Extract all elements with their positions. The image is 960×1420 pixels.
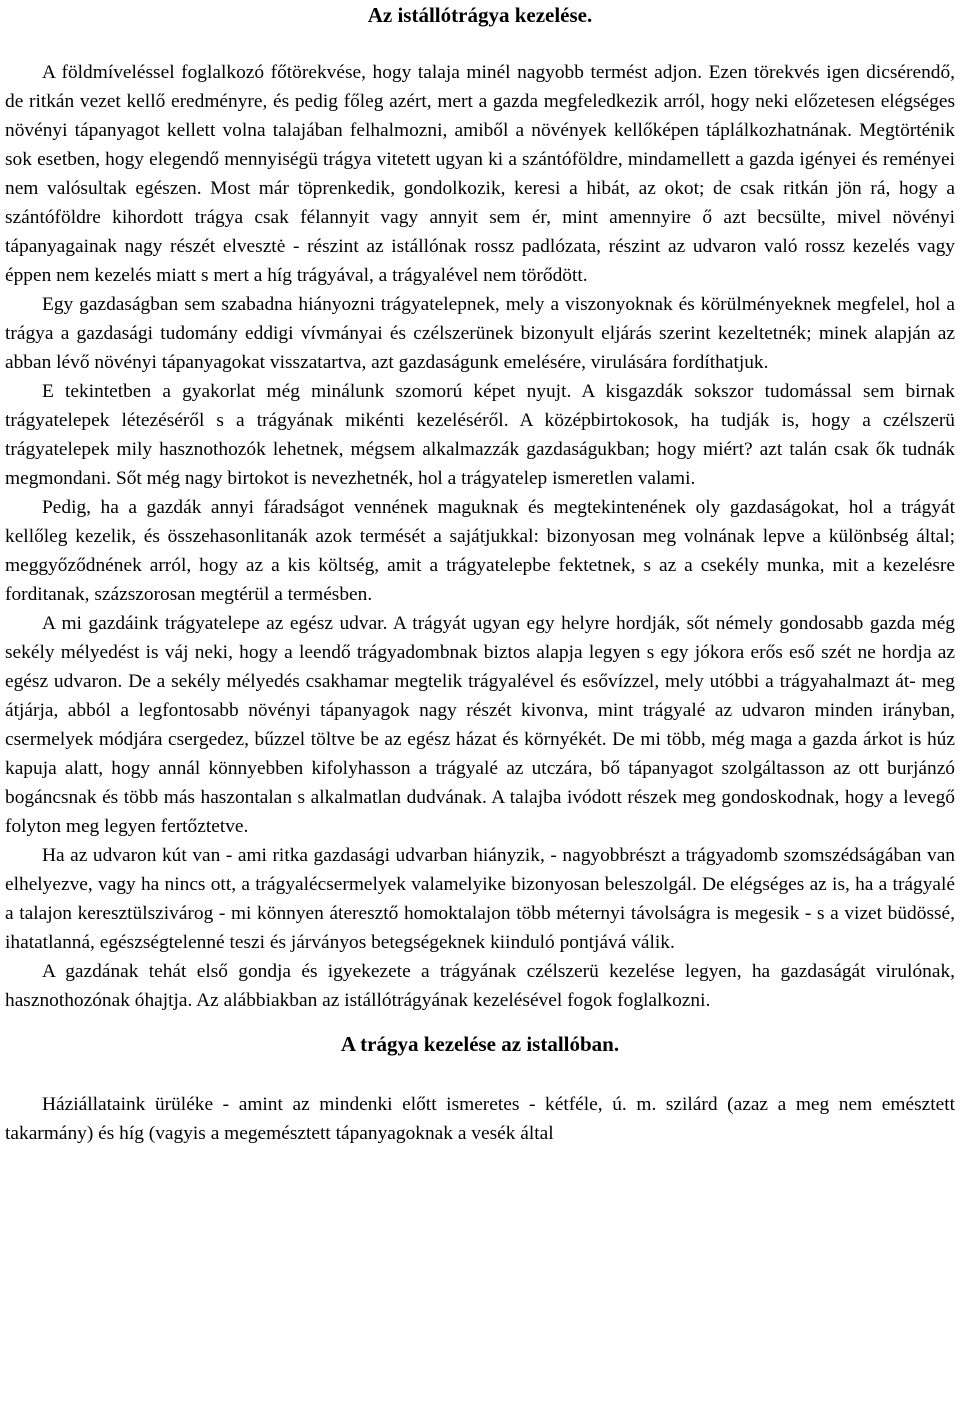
paragraph-intro: A földmíveléssel foglalkozó főtörekvése, hogy talaja minél nagyobb termést adjon. Ezen törekvés igen dicsérendő, de ritkán vezet kellő eredményre, és pedig főleg azért, mert a gazda megfeledkezik arról, hogy neki előzetesen elégséges növényi tápanyagot kellett volna talajában felhalmozni, amiből a növények kellőképen táplálkozhatnának. Megtörténik sok esetben, hogy elegendő mennyiségü trágya vitetett ugyan ki a szántóföldre, mindamellett a gazda igényei és reményei nem valósultak egészen. Most már töprenkedik, gondolkozik, keresi a hibát, az okot; de csak ritkán jön rá, hogy a szántóföldre kihordott trágya csak félannyit vagy annyit sem ér, mint amennyire ő azt becsülte, mivel növényi tápanyagainak nagy részét elvesztė - részint az istállónak rossz padlózata, részint az udvaron való rossz kezelés vagy éppen nem kezelés miatt s mert a híg trágyával, a trágyalével nem törődött.	[5, 62, 955, 286]
paragraph-conclusion: A gazdának tehát első gondja és igyekezete a trágyának czélszerü kezelése legyen, ha gazdaságát virulónak, hasznothozónak óhajtja. Az alábbiakban az istállótrágyának kezelésével fogok foglalkozni.	[5, 961, 955, 1011]
document-page	[5, 0, 955, 1148]
paragraph-closing: Háziállataink ürüléke - amint az mindenki előtt ismeretes - kétféle, ú. m. szilárd (azaz a meg nem emésztett takarmány) és híg (vagyis a megemésztett tápanyagoknak a vesék által	[5, 1094, 955, 1144]
paragraph-effort: Pedig, ha a gazdák annyi fáradságot vennének maguknak és megtekintenének oly gazdaságokat, hol a trágyát kellőleg kezelik, és összehasonlitanák azok termését a sajátjukkal: bizonyosan meg volnának lepve a különbség által; meggyőződnének arról, hogy az a kis költség, amit a trágyatelepbe fektetnek, s az a csekély munka, mit a kezelésre forditanak, százszorosan megtérül a termésben.	[5, 497, 955, 605]
paragraph-well: Ha az udvaron kút van - ami ritka gazdasági udvarban hiányzik, - nagyobbrészt a trágyadomb szomszédságában van elhelyezve, vagy ha nincs ott, a trágyalécsermelyek valamelyike bizonyosan beleszolgál. De elégséges az is, ha a trágyalé a talajon keresztülszivárog - mi könnyen áteresztő homoktalajon több méternyi távolságra is megesik - s a vizet büdössé, ihatatlanná, egészségtelenné teszi és járványos betegségeknek kiinduló pontjává válik.	[5, 845, 955, 953]
paragraph-practice: E tekintetben a gyakorlat még minálunk szomorú képet nyujt. A kisgazdák sokszor tudomással sem birnak trágyatelepek létezéséről s a trágyának mikénti kezeléséről. A középbirtokosok, ha tudják is, hogy a czélszerü trágyatelepek mily hasznothozók lehetnek, mégsem alkalmazzák gazdaságukban; hogy miért? azt talán csak ők tudnák megmondani. Sőt még nagy birtokot is nevezhetnék, hol a trágyatelep ismeretlen valami.	[5, 381, 955, 489]
section-subtitle: A trágya kezelése az istallóban.	[340, 1032, 620, 1056]
paragraph-courtyard: A mi gazdáink trágyatelepe az egész udvar. A trágyát ugyan egy helyre hordják, sőt némely gondosabb gazda még sekély mélyedést is váj neki, hogy a leendő trágyadombnak biztos alapja legyen s egy jókora erős eső szét ne hordja az egész udvaron. De a sekély mélyedés csakhamar megtelik trágyalével és esővízzel, mely utóbbi a trágyahalmazt át- meg átjárja, abból a legfontosabb növényi tápanyagok nagy részét kivonva, mint trágyalé az udvaron minden irányban, csermelyek módjára csergedez, bűzzel töltve be az egész házat és környékét. De mi több, még maga a gazda árkot is húz kapuja alatt, hogy annál könnyebben kifolyhasson a trágyalé az utczára, bő tápanyagot szolgáltasson az ott burjánzó bogáncsnak és több más haszontalan s alkalmatlan dudvának. A talajba ivódott részek meg gondoskodnak, hogy a levegő folyton meg legyen fertőztetve.	[5, 613, 955, 837]
paragraph-manure-yard: Egy gazdaságban sem szabadna hiányozni trágyatelepnek, mely a viszonyoknak és körülményeknek megfelel, hol a trágya a gazdasági tudomány eddigi vívmányai és czélszerünek bizonyult eljárás szerint kezeltetnék; minek alapján az abban lévő növényi tápanyagokat visszatartva, azt gazdaságunk emelésére, virulására fordíthatjuk.	[5, 294, 955, 373]
document-title: Az istállótrágya kezelése.	[367, 3, 593, 27]
